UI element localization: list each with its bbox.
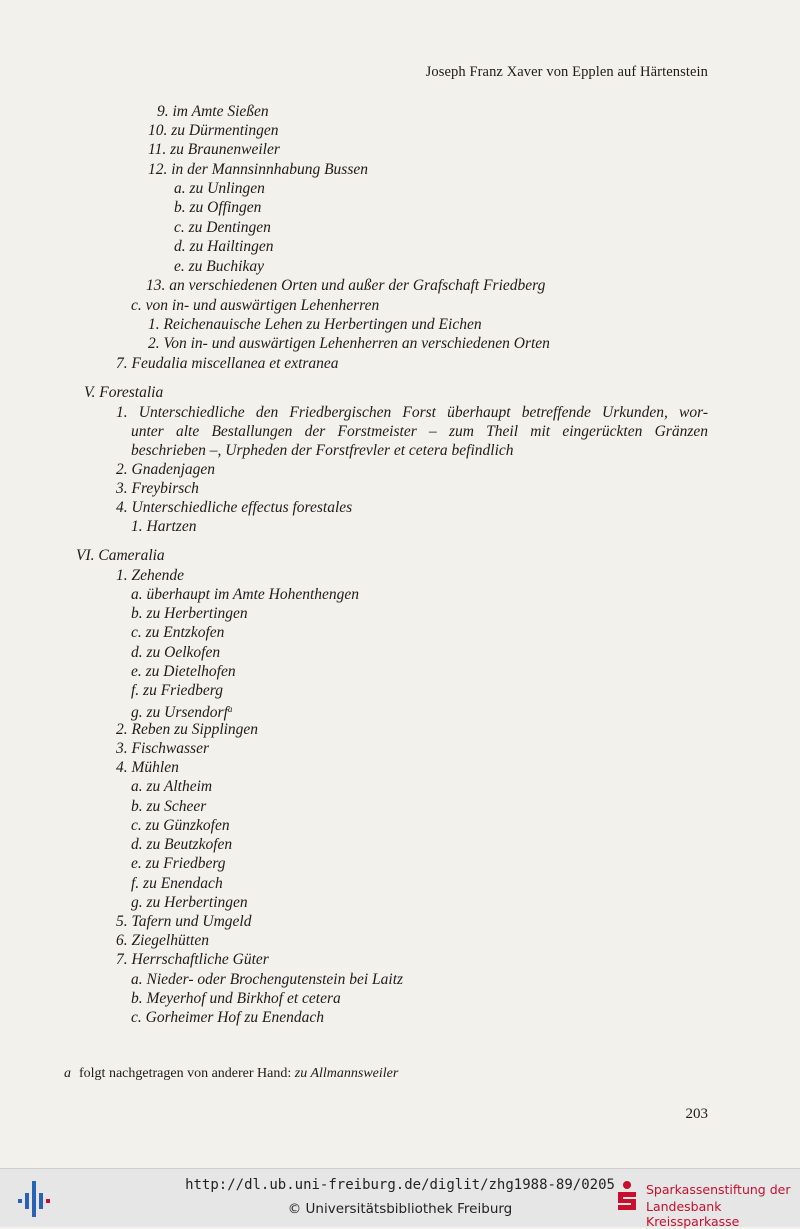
list-item: 6. Ziegelhütten [116, 932, 209, 949]
section-heading: VI. Cameralia [76, 547, 165, 564]
list-item: f. zu Friedberg [131, 682, 223, 699]
list-item: 3. Freybirsch [116, 480, 199, 497]
list-item: d. zu Oelkofen [131, 644, 221, 661]
list-item-with-footnote [131, 700, 232, 722]
list-item: 7. Feudalia miscellanea et extranea [116, 355, 339, 372]
list-item: e. zu Buchikay [174, 258, 264, 275]
list-item: 12. in der Mannsinnhabung Bussen [148, 161, 369, 178]
list-item: 1. Hartzen [131, 518, 197, 535]
list-item: e. zu Dietelhofen [131, 663, 236, 680]
list-item: a. Nieder- oder Brochengutenstein bei Laitz [131, 971, 404, 988]
list-item: f. zu Enendach [131, 875, 223, 892]
footnote-mark: a [64, 1066, 71, 1081]
running-head: Joseph Franz Xaver von Epplen auf Härtenstein [425, 64, 708, 80]
list-item: d. zu Beutzkofen [131, 836, 233, 853]
list-item: 4. Mühlen [116, 759, 179, 776]
list-item: 2. Gnadenjagen [116, 461, 216, 478]
list-item: c. Gorheimer Hof zu Enendach [131, 1009, 325, 1026]
list-item: 5. Tafern und Umgeld [116, 913, 252, 930]
sparkasse-sponsor-logo[interactable] [614, 1179, 794, 1229]
list-item: b. zu Scheer [131, 798, 207, 815]
copyright-notice: © Universitätsbibliothek Freiburg [287, 1201, 513, 1217]
list-item: 7. Herrschaftliche Güter [116, 951, 269, 968]
list-item: 3. Fischwasser [116, 740, 209, 757]
list-item-continuation: beschrieben –, Urpheden der Forstfrevler et cetera befindlich [131, 442, 514, 459]
list-item: 13. an verschiedenen Orten und außer der Grafschaft Friedberg [146, 277, 546, 294]
list-item: 4. Unterschiedliche effectus forestales [116, 499, 353, 516]
list-item-continuation: unter alte Bestallungen der Forstmeister – zum Theil mit eingerückten Gränzen [131, 423, 708, 440]
sponsor-line-2: Landesbank Kreissparkasse [646, 1199, 740, 1229]
section-heading: V. Forestalia [84, 384, 164, 401]
list-item: 11. zu Braunenweiler [148, 141, 280, 158]
list-item: e. zu Friedberg [131, 855, 226, 872]
footnote [64, 1066, 398, 1082]
list-item: d. zu Hailtingen [174, 238, 274, 255]
list-item: 1. Zehende [116, 567, 185, 584]
footnote-reference: a [227, 704, 233, 714]
list-item: 2. Reben zu Sipplingen [116, 721, 259, 738]
list-item: g. zu Herbertingen [131, 894, 248, 911]
list-item: c. zu Dentingen [174, 219, 271, 236]
list-item: b. zu Offingen [174, 199, 262, 216]
permalink-url[interactable]: http://dl.ub.uni-freiburg.de/diglit/zhg1988-89/0205 [185, 1177, 615, 1193]
footnote-text: folgt nachgetragen von anderer Hand: [79, 1066, 292, 1081]
list-item: c. von in- und auswärtigen Lehenherren [131, 297, 380, 314]
list-item: c. zu Entzkofen [131, 624, 225, 641]
list-item-text: g. zu Ursendorf [131, 704, 228, 721]
list-item: 1. Reichenauische Lehen zu Herbertingen und Eichen [148, 316, 482, 333]
list-item: 1. Unterschiedliche den Friedbergischen Forst überhaupt betreffende Urkunden, wor- [116, 404, 708, 421]
footnote-italic-text: zu Allmannsweiler [294, 1066, 399, 1081]
page-number: 203 [685, 1106, 708, 1122]
sparkasse-logo-icon [614, 1180, 640, 1218]
list-item: 10. zu Dürmentingen [148, 122, 279, 139]
list-item: a. überhaupt im Amte Hohenthengen [131, 586, 360, 603]
list-item: c. zu Günzkofen [131, 817, 230, 834]
sponsor-line-1: Sparkassenstiftung der [646, 1182, 791, 1197]
list-item: b. Meyerhof und Birkhof et cetera [131, 990, 341, 1007]
list-item: a. zu Unlingen [174, 180, 265, 197]
list-item: a. zu Altheim [131, 778, 213, 795]
footer-bar [0, 1168, 800, 1227]
list-item: 9. im Amte Sießen [157, 103, 269, 120]
list-item: 2. Von in- und auswärtigen Lehenherren an verschiedenen Orten [148, 335, 550, 352]
list-item: b. zu Herbertingen [131, 605, 248, 622]
